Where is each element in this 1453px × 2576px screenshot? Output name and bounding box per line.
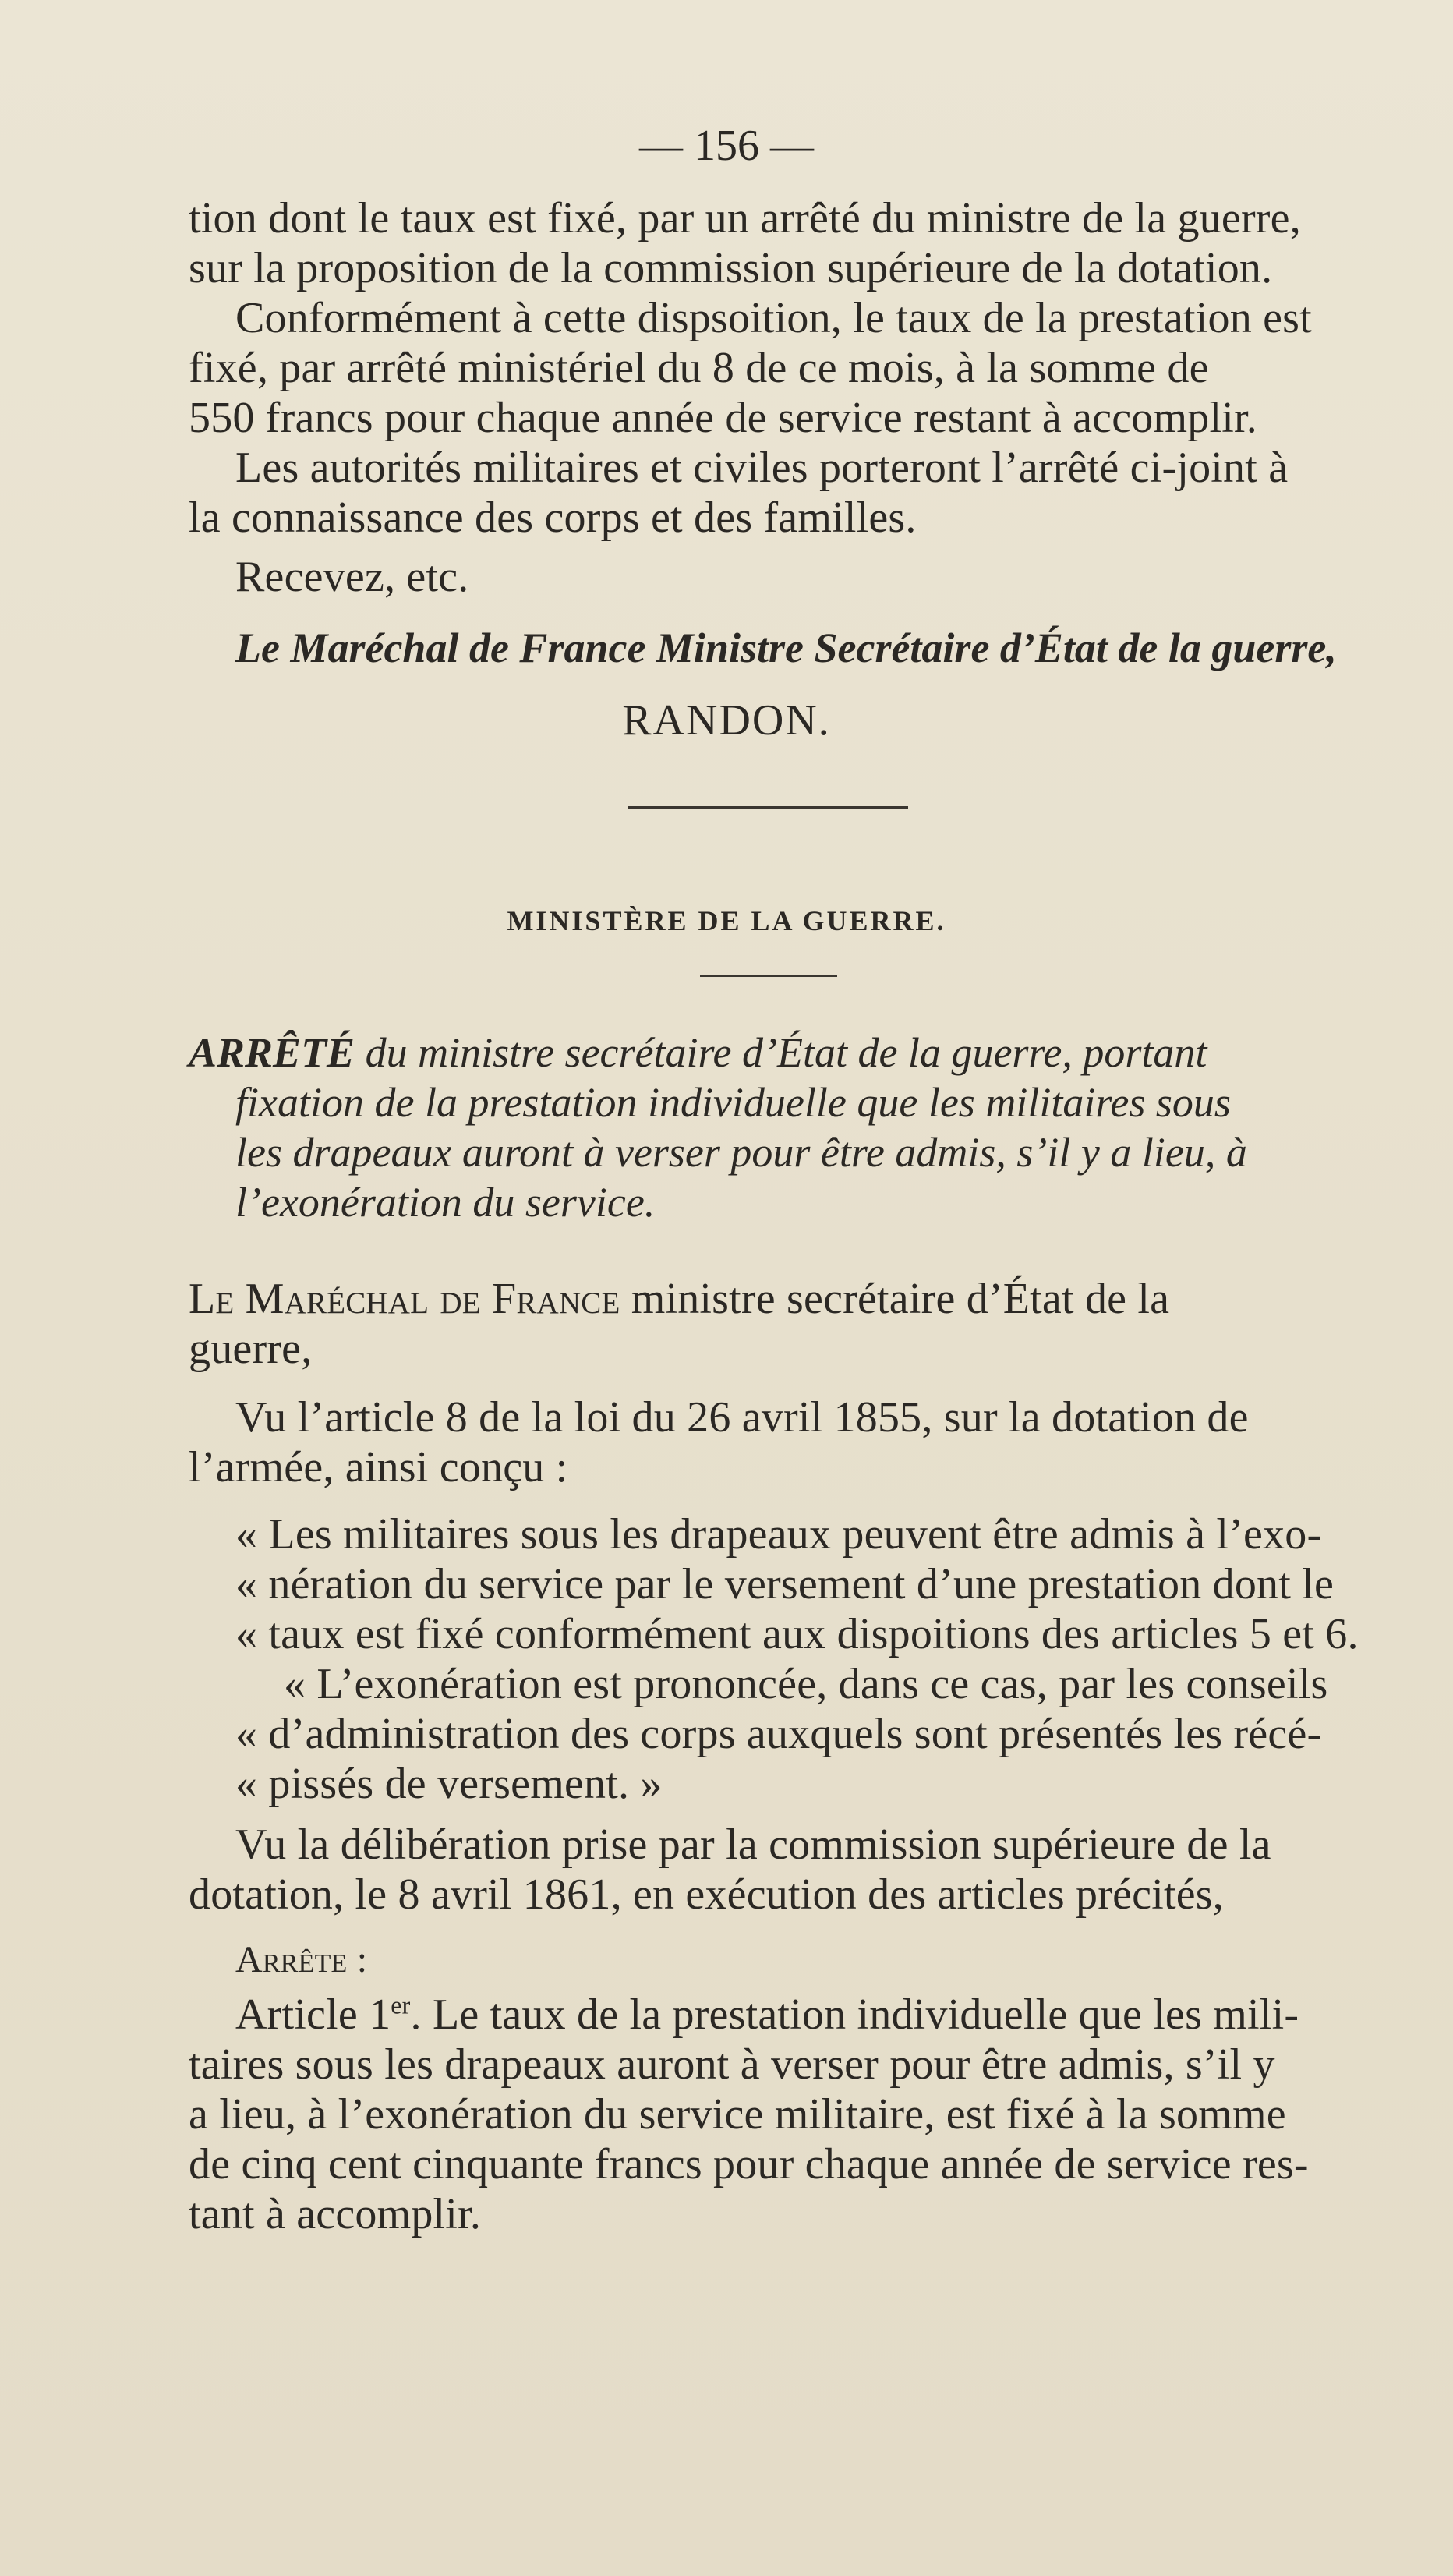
article-number: Article 1 xyxy=(235,1990,391,2039)
quote-mark: « xyxy=(235,1610,258,1658)
quote-line xyxy=(235,1609,1405,1659)
article-line: taires sous les drapeaux auront à verser pour être admis, s’il y xyxy=(189,2040,1275,2089)
arrete-label: Arrête : xyxy=(235,1939,368,1980)
quote-text: L’exonération est prononcée, dans ce cas, par les conseils xyxy=(316,1660,1328,1708)
quote-text: pissés de versement. » xyxy=(268,1760,663,1808)
article-line: a lieu, à l’exonération du service militaire, est fixé à la somme xyxy=(189,2090,1286,2139)
body-line: l’armée, ainsi conçu : xyxy=(189,1443,568,1491)
quote-mark: « xyxy=(284,1660,306,1708)
body-line: 550 francs pour chaque année de service restant à accomplir. xyxy=(189,394,1257,442)
page-number: — 156 — xyxy=(639,122,814,170)
section-divider xyxy=(628,806,908,809)
body-line: la connaissance des corps et des familles. xyxy=(189,494,917,542)
body-line: Vu la délibération prise par la commission supérieure de la xyxy=(235,1821,1271,1869)
quote-mark: « xyxy=(235,1560,258,1608)
article-line xyxy=(235,1990,1405,2040)
decree-title-text: du ministre secrétaire d’État de la guerre, portant xyxy=(355,1029,1207,1076)
decree-title-line: les drapeaux auront à verser pour être admis, s’il y a lieu, à xyxy=(235,1129,1247,1176)
quote-text: d’administration des corps auxquels sont présentés les récé- xyxy=(268,1710,1322,1758)
body-line: tion dont le taux est fixé, par un arrêté du ministre de la guerre, xyxy=(189,194,1301,242)
preamble-smallcaps: Le Maréchal de France xyxy=(189,1275,620,1323)
body-line: fixé, par arrêté ministériel du 8 de ce mois, à la somme de xyxy=(189,344,1209,392)
signatory-name: RANDON. xyxy=(622,696,831,745)
quote-mark: « xyxy=(235,1510,258,1559)
body-line: Conformément à cette dispsoition, le taux de la prestation est xyxy=(235,294,1312,342)
body-line: sur la proposition de la commission supérieure de la dotation. xyxy=(189,244,1273,292)
quote-mark: « xyxy=(235,1760,258,1808)
body-line: Les autorités militaires et civiles porteront l’arrêté ci-joint à xyxy=(235,444,1289,492)
quote-text: taux est fixé conformément aux dispoitions des articles 5 et 6. xyxy=(268,1610,1359,1658)
quote-line xyxy=(235,1509,1405,1559)
quote-text: nération du service par le versement d’une prestation dont le xyxy=(268,1560,1334,1608)
quote-line xyxy=(235,1659,1405,1709)
quote-line xyxy=(235,1559,1405,1609)
decree-title-lead: ARRÊTÉ xyxy=(189,1029,355,1076)
preamble-text: ministre secrétaire d’État de la xyxy=(620,1275,1170,1323)
closing-formula: Recevez, etc. xyxy=(235,553,469,601)
heading-underline xyxy=(700,975,837,977)
article-line: de cinq cent cinquante francs pour chaque année de service res- xyxy=(189,2140,1309,2189)
ministry-heading: MINISTÈRE DE LA GUERRE. xyxy=(507,905,946,936)
article-text: . Le taux de la prestation individuelle que les mili- xyxy=(410,1990,1299,2039)
quote-mark: « xyxy=(235,1710,258,1758)
decree-title xyxy=(189,1028,1358,1227)
preamble-line: guerre, xyxy=(189,1325,313,1373)
decree-title-line: l’exonération du service. xyxy=(235,1179,656,1226)
body-line: dotation, le 8 avril 1861, en exécution des articles précités, xyxy=(189,1870,1224,1919)
body-line: Vu l’article 8 de la loi du 26 avril 1855, sur la dotation de xyxy=(235,1393,1249,1442)
article-ordinal: er xyxy=(391,1990,411,2019)
quote-text: Les militaires sous les drapeaux peuvent être admis à l’exo- xyxy=(268,1510,1322,1559)
quote-line xyxy=(235,1759,1405,1809)
preamble-line xyxy=(189,1274,1358,1324)
decree-title-line: fixation de la prestation individuelle que les militaires sous xyxy=(235,1079,1231,1126)
quote-line xyxy=(235,1709,1405,1759)
article-line: tant à accomplir. xyxy=(189,2190,482,2238)
signatory-title: Le Maréchal de France Ministre Secrétaire d’État de la guerre, xyxy=(235,625,1337,671)
